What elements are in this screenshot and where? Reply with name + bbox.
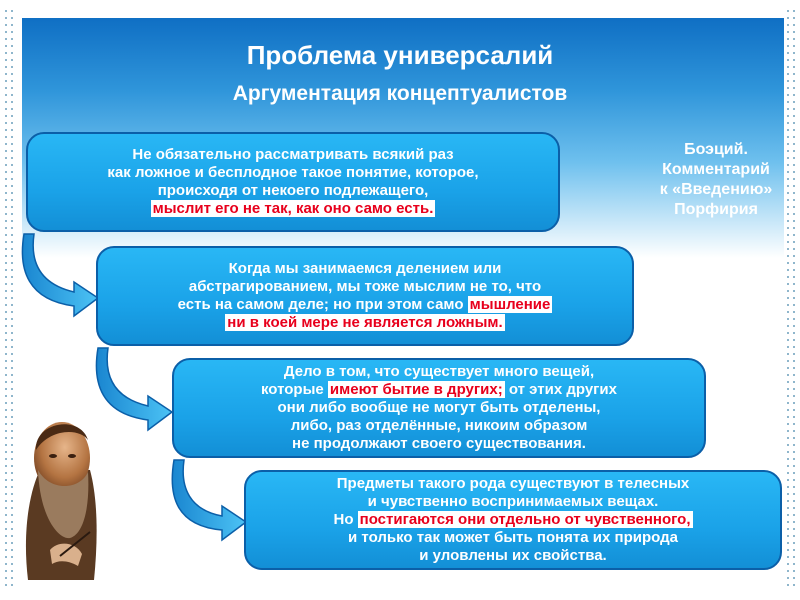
box-text-line: не продолжают своего существования.	[292, 435, 586, 452]
curved-arrow-icon	[172, 460, 246, 540]
box-text-line: Дело в том, что существует много вещей,	[283, 363, 595, 380]
highlighted-text: мыслит его не так, как оно само есть.	[152, 200, 434, 217]
argument-box-2	[96, 246, 634, 346]
highlighted-text: мышление	[469, 296, 551, 313]
argument-box-3	[172, 358, 706, 458]
highlighted-text: постигаются они отдельно от чувственного,	[359, 511, 691, 528]
box-text-segment: есть на самом деле; но при этом само	[177, 296, 468, 313]
box-text-segment: Но	[333, 511, 358, 528]
box-text-line: происходя от некоего подлежащего,	[157, 182, 429, 199]
slide-subtitle: Аргументация концептуалистов	[232, 82, 568, 105]
box-text-line: как ложное и бесплодное такое понятие, которое,	[107, 164, 479, 181]
highlighted-text: ни в коей мере не является ложным.	[227, 314, 503, 331]
box-text-line: Не обязательно рассматривать всякий раз	[132, 146, 454, 163]
box-text-line: они либо вообще не могут быть отделены,	[277, 399, 601, 416]
box-text-segment: от этих других	[504, 381, 617, 398]
curved-arrow-icon	[22, 234, 98, 316]
box-text-line: Предметы такого рода существуют в телесных	[336, 475, 690, 492]
curved-arrow-icon	[96, 348, 172, 430]
slide-title: Проблема универсалий	[246, 40, 554, 70]
box-text-segment: которые	[261, 381, 328, 398]
portrait-image	[20, 410, 98, 580]
highlighted-text: имеют бытие в других;	[329, 381, 503, 398]
box-text-line: и уловлены их свойства.	[419, 547, 607, 564]
side-note-line: к «Введению»	[659, 181, 773, 198]
side-note-line: Порфирия	[674, 201, 758, 218]
box-text-line: абстрагированием, мы тоже мыслим не то, что	[188, 278, 542, 295]
box-text-line: либо, раз отделённые, никоим образом	[290, 417, 588, 434]
box-text-line: Когда мы занимаемся делением или	[228, 260, 502, 277]
side-note-line: Комментарий	[662, 161, 770, 178]
box-text-line: и только так может быть понята их природа	[348, 529, 678, 546]
argument-box-1	[26, 132, 560, 232]
argument-box-4	[244, 470, 782, 570]
side-note-line: Боэций.	[684, 141, 748, 158]
box-text-line: и чувственно воспринимаемых вещах.	[367, 493, 659, 510]
